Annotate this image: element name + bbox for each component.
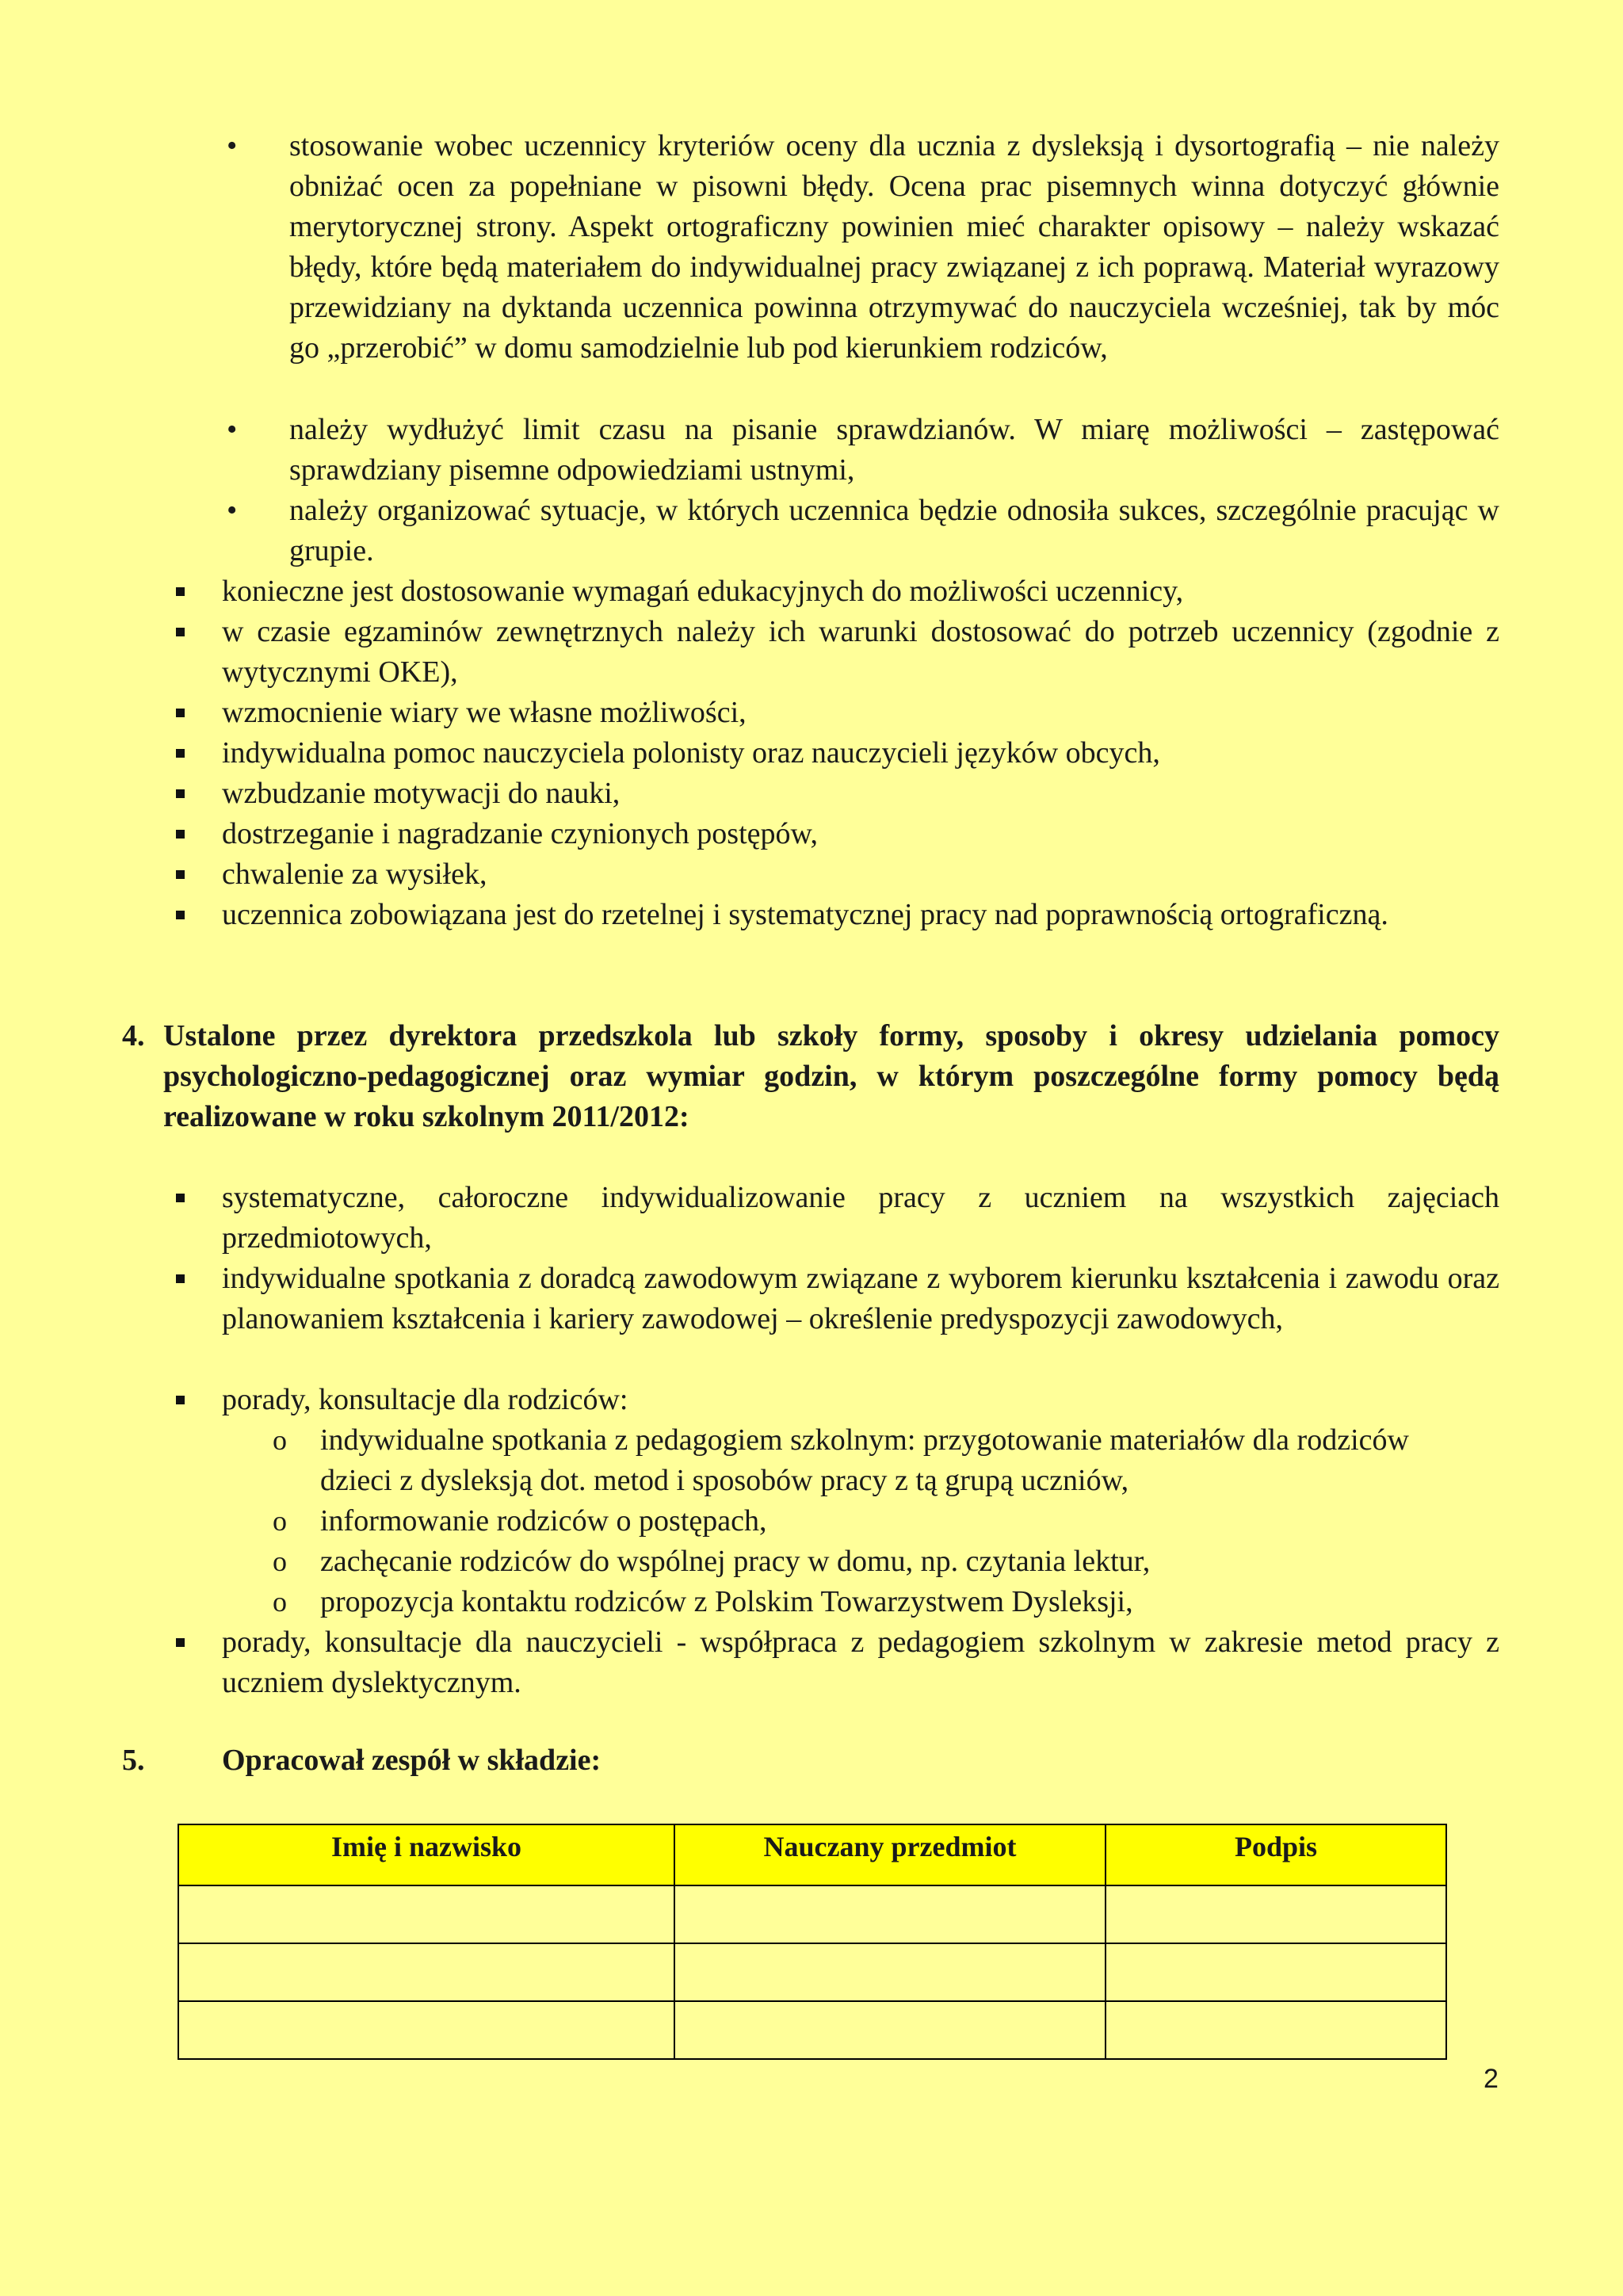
bullet-dot-icon: • <box>227 494 238 527</box>
team-table <box>178 1824 1447 2060</box>
list-item: indywidualne spotkania z pedagogiem szkolnym: przygotowanie materiałów dla rodziców dzieci z dysleksją dot. metod i sposobów pracy z tą grupą uczniów, <box>320 1423 1409 1497</box>
list-item: uczennica zobowiązana jest do rzetelnej i systematycznej pracy nad poprawnością ortograficzną. <box>222 898 1388 931</box>
bullet-dot-icon: • <box>227 413 238 446</box>
section-heading: Opracował zespół w składzie: <box>222 1744 601 1777</box>
list-item: informowanie rodziców o postępach, <box>320 1504 767 1538</box>
bullet-square-icon <box>176 1638 185 1647</box>
table-row <box>178 1943 1446 2001</box>
section-number: 5. <box>122 1744 145 1777</box>
bullet-square-icon <box>176 1396 185 1404</box>
list-item: w czasie egzaminów zewnętrznych należy ich warunki dostosować do potrzeb uczennicy (zgodnie z wytycznymi OKE), <box>222 615 1499 689</box>
bullet-circle-icon: o <box>273 1586 287 1618</box>
list-item: należy organizować sytuacje, w których uczennica będzie odnosiła sukces, szczególnie pracując w grupie. <box>289 494 1499 567</box>
bullet-dot-icon: • <box>227 129 238 162</box>
bullet-circle-icon: o <box>273 1505 287 1537</box>
section-heading: Ustalone przez dyrektora przedszkola lub szkoły formy, sposoby i okresy udzielania pomocy psychologiczno-pedagogicznej oraz wymiar godzin, w którym poszczególne formy pomocy będą realizowane w roku szkolnym 2011/2012: <box>163 1019 1499 1133</box>
list-item: porady, konsultacje dla nauczycieli - współpraca z pedagogiem szkolnym w zakresie metod pracy z uczniem dyslektycznym. <box>222 1626 1499 1699</box>
list-item: wzmocnienie wiary we własne możliwości, <box>222 696 747 729</box>
table-cell <box>1106 1943 1446 2001</box>
list-item: wzbudzanie motywacji do nauki, <box>222 777 621 810</box>
list-item: dostrzeganie i nagradzanie czynionych postępów, <box>222 817 818 850</box>
table-cell <box>674 1943 1106 2001</box>
bullet-square-icon <box>176 709 185 717</box>
table-header-cell: Podpis <box>1106 1824 1446 1885</box>
table-cell <box>1106 2001 1446 2059</box>
table-cell <box>178 1943 674 2001</box>
list-item: porady, konsultacje dla rodziców: <box>222 1383 628 1416</box>
bullet-square-icon <box>176 870 185 879</box>
list-item: należy wydłużyć limit czasu na pisanie sprawdzianów. W miarę możliwości – zastępować sprawdziany pisemne odpowiedziami ustnymi, <box>289 413 1499 487</box>
list-item: zachęcanie rodziców do wspólnej pracy w domu, np. czytania lektur, <box>320 1545 1151 1578</box>
bullet-circle-icon: o <box>273 1545 287 1577</box>
table-row <box>178 2001 1446 2059</box>
table-cell <box>178 2001 674 2059</box>
list-item: stosowanie wobec uczennicy kryteriów oceny dla ucznia z dysleksją i dysortografią – nie należy obniżać ocen za popełniane w pisowni błędy. Ocena prac pisemnych winna dotyczyć głównie merytorycznej strony. Aspekt ortograficzny powinien mieć charakter opisowy – należy wskazać błędy, które będą materiałem do indywidualnej pracy związanej z ich poprawą. Materiał wyrazowy przewidziany na dyktanda uczennica powinna otrzymywać do nauczyciela wcześniej, tak by móc go „przerobić” w domu samodzielnie lub pod kierunkiem rodziców, <box>289 129 1499 365</box>
table-header-row <box>178 1824 1446 1885</box>
list-item: chwalenie za wysiłek, <box>222 858 487 891</box>
list-item: indywidualne spotkania z doradcą zawodowym związane z wyborem kierunku kształcenia i zawodu oraz planowaniem kształcenia i kariery zawodowej – określenie predyspozycji zawodowych, <box>222 1262 1499 1335</box>
bullet-square-icon <box>176 789 185 798</box>
bullet-square-icon <box>176 749 185 758</box>
table-cell <box>674 1885 1106 1943</box>
bullet-square-icon <box>176 587 185 596</box>
table-cell <box>1106 1885 1446 1943</box>
bullet-circle-icon: o <box>273 1424 287 1456</box>
table-row <box>178 1885 1446 1943</box>
table-cell <box>674 2001 1106 2059</box>
bullet-square-icon <box>176 830 185 839</box>
bullet-square-icon <box>176 628 185 636</box>
table-header-cell: Imię i nazwisko <box>178 1824 674 1885</box>
table-cell <box>178 1885 674 1943</box>
bullet-square-icon <box>176 1194 185 1202</box>
bullet-square-icon <box>176 911 185 919</box>
list-item: systematyczne, całoroczne indywidualizowanie pracy z uczniem na wszystkich zajęciach przedmiotowych, <box>222 1181 1499 1255</box>
list-item: indywidualna pomoc nauczyciela polonisty oraz nauczycieli języków obcych, <box>222 736 1160 770</box>
list-item: konieczne jest dostosowanie wymagań edukacyjnych do możliwości uczennicy, <box>222 575 1184 608</box>
table-header-cell: Nauczany przedmiot <box>674 1824 1106 1885</box>
section-number: 4. <box>122 1019 145 1052</box>
page-number: 2 <box>1484 2064 1499 2094</box>
bullet-square-icon <box>176 1274 185 1283</box>
list-item: propozycja kontaktu rodziców z Polskim Towarzystwem Dysleksji, <box>320 1585 1133 1618</box>
